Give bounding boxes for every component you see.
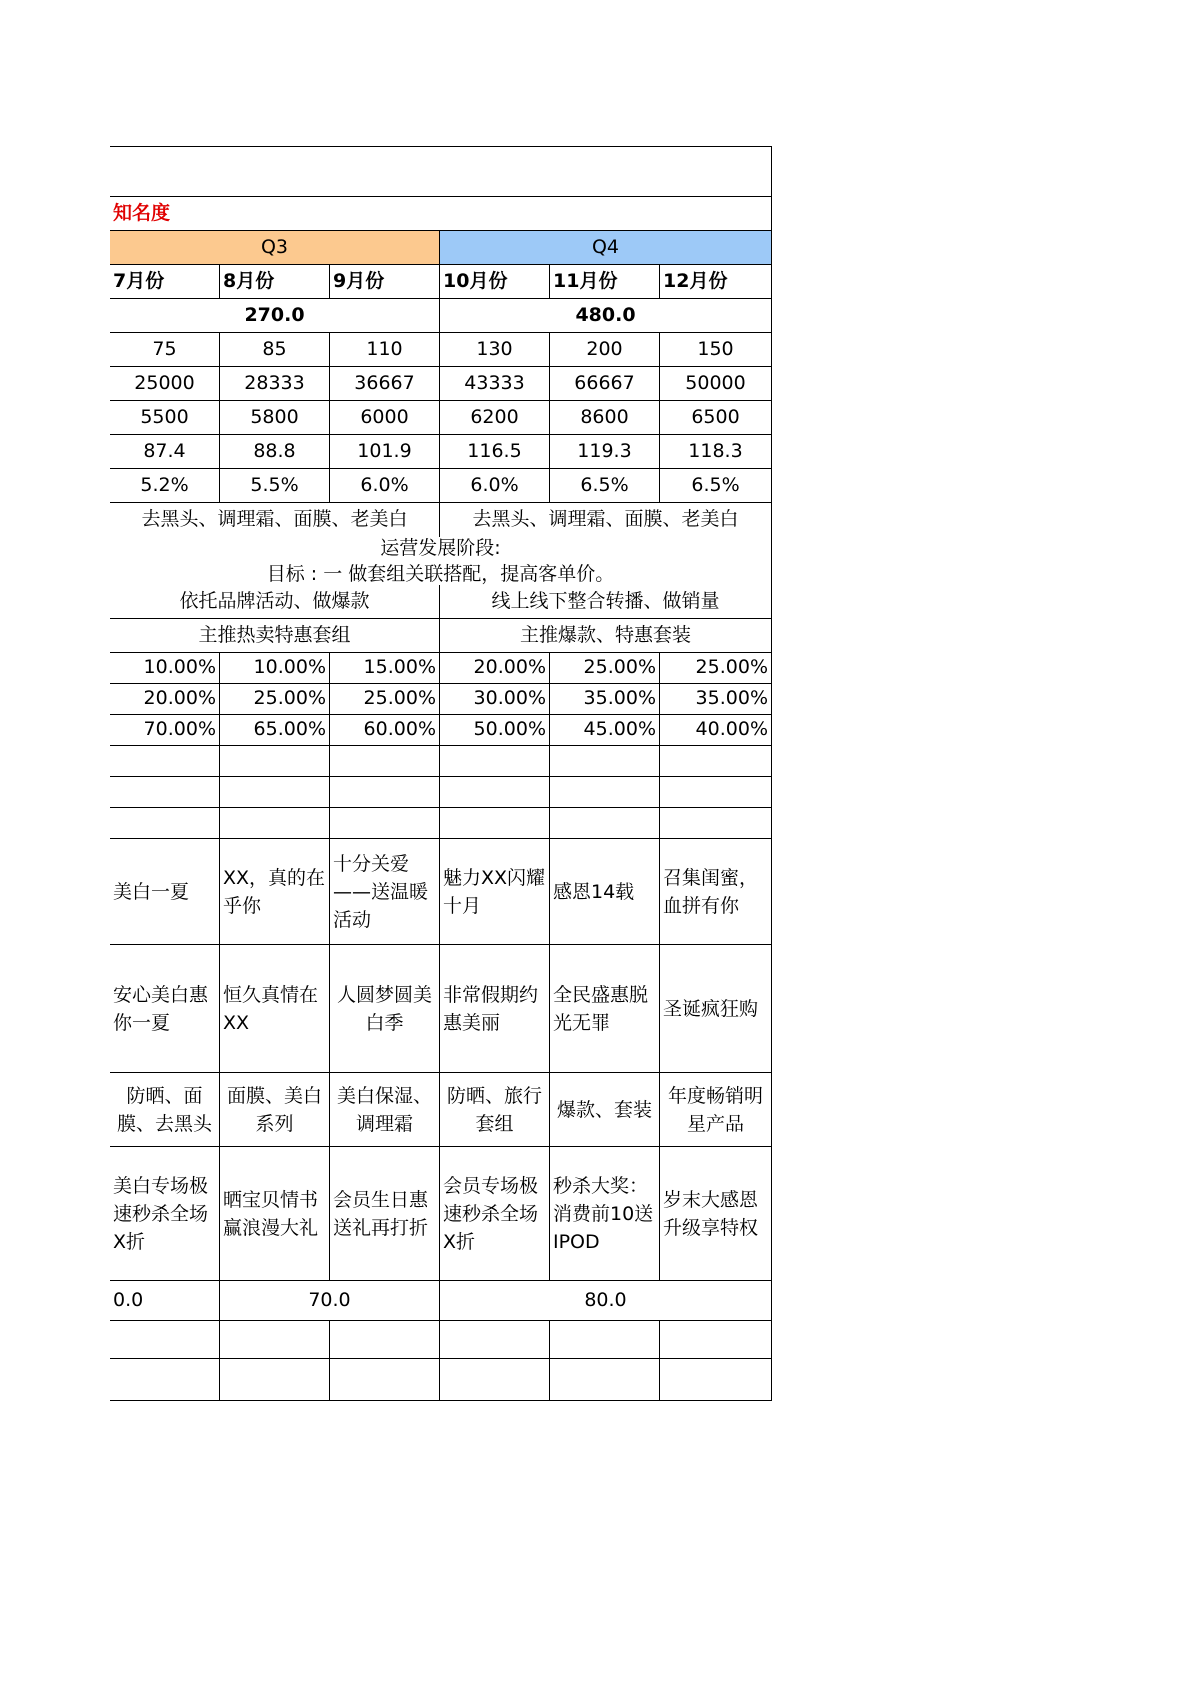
data-cell: 6.0% (330, 469, 440, 503)
percent-cell: 35.00% (550, 684, 660, 715)
event-cell: 晒宝贝情书赢浪漫大礼 (220, 1147, 330, 1281)
data-cell: 116.5 (440, 435, 550, 469)
empty-cell[interactable] (550, 777, 660, 808)
event-cell: 岁末大感恩升级享特权 (660, 1147, 772, 1281)
percent-cell: 40.00% (660, 715, 772, 746)
empty-cell[interactable] (660, 1359, 772, 1401)
data-cell: 6.0% (440, 469, 550, 503)
budget-cell-q3: 70.0 (220, 1281, 440, 1321)
percent-cell: 25.00% (660, 653, 772, 684)
percent-cell: 25.00% (220, 684, 330, 715)
data-cell: 130 (440, 333, 550, 367)
empty-cell[interactable] (440, 1359, 550, 1401)
focus-cell: 爆款、套装 (550, 1073, 660, 1147)
slogan-cell: 安心美白惠你一夏 (110, 945, 220, 1073)
q3-push: 主推热卖特惠套组 (110, 619, 440, 653)
empty-cell[interactable] (550, 1359, 660, 1401)
budget-row (110, 1281, 772, 1321)
empty-cell[interactable] (220, 746, 330, 777)
totals-row (110, 299, 772, 333)
empty-cell[interactable] (330, 746, 440, 777)
percent-cell: 60.00% (330, 715, 440, 746)
focus-cell: 美白保湿、调理霜 (330, 1073, 440, 1147)
q4-header: Q4 (440, 231, 772, 265)
percent-cell: 20.00% (440, 653, 550, 684)
q4-push: 主推爆款、特惠套装 (440, 619, 772, 653)
empty-cell[interactable] (440, 1321, 550, 1359)
event-cell: 会员生日惠送礼再打折 (330, 1147, 440, 1281)
quarter-header (110, 231, 772, 265)
empty-cell[interactable] (220, 808, 330, 839)
awareness-label: 知名度 (110, 197, 772, 231)
q3-products: 去黑头、调理霜、面膜、老美白 (110, 503, 440, 537)
q3-total: 270.0 (110, 299, 440, 333)
data-cell: 28333 (220, 367, 330, 401)
data-cell: 75 (110, 333, 220, 367)
q3-strategy: 依托品牌活动、做爆款 (110, 585, 440, 619)
data-cell: 6000 (330, 401, 440, 435)
percent-cell: 45.00% (550, 715, 660, 746)
theme-cell: 召集闺蜜，血拼有你 (660, 839, 772, 945)
percent-cell: 35.00% (660, 684, 772, 715)
data-cell: 150 (660, 333, 772, 367)
percent-row (110, 684, 772, 715)
empty-cell[interactable] (550, 808, 660, 839)
theme-row (110, 839, 772, 945)
data-cell: 25000 (110, 367, 220, 401)
empty-cell[interactable] (330, 1359, 440, 1401)
stage-cell (110, 537, 772, 585)
percent-cell: 20.00% (110, 684, 220, 715)
percent-cell: 15.00% (330, 653, 440, 684)
theme-cell: 魅力XX闪耀十月 (440, 839, 550, 945)
empty-cell[interactable] (550, 1321, 660, 1359)
q3-header: Q3 (110, 231, 440, 265)
budget-cell-q4: 80.0 (440, 1281, 772, 1321)
stage-line-2: 目标 : 一 做套组关联搭配，提高客单价。 (266, 563, 615, 585)
event-cell: 秒杀大奖：消费前10送IPOD (550, 1147, 660, 1281)
empty-cell[interactable] (220, 1321, 330, 1359)
data-cell: 6200 (440, 401, 550, 435)
percent-cell: 10.00% (110, 653, 220, 684)
slogan-cell: 圣诞疯狂购 (660, 945, 772, 1073)
month-header-cell: 7月份 (110, 265, 220, 299)
percent-cell: 50.00% (440, 715, 550, 746)
event-cell: 美白专场极速秒杀全场X折 (110, 1147, 220, 1281)
theme-cell: 十分关爱——送温暖活动 (330, 839, 440, 945)
data-row (110, 333, 772, 367)
data-cell: 5.5% (220, 469, 330, 503)
empty-cell[interactable] (440, 777, 550, 808)
theme-cell: XX，真的在乎你 (220, 839, 330, 945)
focus-cell: 防晒、旅行套组 (440, 1073, 550, 1147)
q4-strategy: 线上线下整合转播、做销量 (440, 585, 772, 619)
empty-cell[interactable] (660, 746, 772, 777)
empty-cell[interactable] (110, 777, 220, 808)
month-header-cell: 12月份 (660, 265, 772, 299)
budget-cell-first: 0.0 (110, 1281, 220, 1321)
empty-cell[interactable] (330, 808, 440, 839)
month-header-cell: 10月份 (440, 265, 550, 299)
theme-cell: 感恩14载 (550, 839, 660, 945)
percent-cell: 10.00% (220, 653, 330, 684)
data-cell: 200 (550, 333, 660, 367)
title-row (110, 146, 772, 197)
q4-products: 去黑头、调理霜、面膜、老美白 (440, 503, 772, 537)
empty-cell[interactable] (110, 746, 220, 777)
data-cell: 118.3 (660, 435, 772, 469)
focus-cell: 面膜、美白系列 (220, 1073, 330, 1147)
empty-cell[interactable] (330, 1321, 440, 1359)
empty-cell[interactable] (660, 808, 772, 839)
event-row (110, 1147, 772, 1281)
theme-cell: 美白一夏 (110, 839, 220, 945)
empty-cell[interactable] (220, 777, 330, 808)
month-header-cell: 8月份 (220, 265, 330, 299)
data-row (110, 469, 772, 503)
slogan-row (110, 945, 772, 1073)
data-cell: 85 (220, 333, 330, 367)
percent-row (110, 715, 772, 746)
percent-row (110, 653, 772, 684)
slogan-cell: 非常假期约惠美丽 (440, 945, 550, 1073)
data-cell: 87.4 (110, 435, 220, 469)
data-cell: 110 (330, 333, 440, 367)
stage-row (110, 537, 772, 585)
title-cell[interactable] (110, 147, 772, 197)
slogan-cell: 全民盛惠脱光无罪 (550, 945, 660, 1073)
focus-row (110, 1073, 772, 1147)
empty-cell[interactable] (330, 777, 440, 808)
data-cell: 101.9 (330, 435, 440, 469)
data-row (110, 435, 772, 469)
data-cell: 6500 (660, 401, 772, 435)
empty-cell[interactable] (550, 746, 660, 777)
empty-cell[interactable] (110, 1359, 220, 1401)
data-row (110, 401, 772, 435)
data-cell: 6.5% (660, 469, 772, 503)
empty-cell[interactable] (660, 1321, 772, 1359)
percent-cell: 25.00% (550, 653, 660, 684)
empty-cell[interactable] (110, 808, 220, 839)
data-cell: 5500 (110, 401, 220, 435)
data-cell: 50000 (660, 367, 772, 401)
empty-row (110, 777, 772, 808)
empty-cell[interactable] (110, 1321, 220, 1359)
data-cell: 66667 (550, 367, 660, 401)
data-cell: 5.2% (110, 469, 220, 503)
spreadsheet (110, 146, 772, 1401)
q4-total: 480.0 (440, 299, 772, 333)
empty-cell[interactable] (660, 777, 772, 808)
slogan-cell: 恒久真情在XX (220, 945, 330, 1073)
percent-cell: 30.00% (440, 684, 550, 715)
percent-cell: 70.00% (110, 715, 220, 746)
empty-row (110, 1359, 772, 1401)
data-cell: 36667 (330, 367, 440, 401)
data-cell: 5800 (220, 401, 330, 435)
slogan-cell: 人圆梦圆美白季 (330, 945, 440, 1073)
month-header (110, 265, 772, 299)
empty-cell[interactable] (220, 1359, 330, 1401)
data-cell: 119.3 (550, 435, 660, 469)
data-cell: 43333 (440, 367, 550, 401)
percent-cell: 25.00% (330, 684, 440, 715)
data-cell: 8600 (550, 401, 660, 435)
products-row (110, 503, 772, 537)
focus-cell: 年度畅销明星产品 (660, 1073, 772, 1147)
percent-cell: 65.00% (220, 715, 330, 746)
empty-row (110, 808, 772, 839)
month-header-cell: 11月份 (550, 265, 660, 299)
focus-cell: 防晒、面膜、去黑头 (110, 1073, 220, 1147)
push-row (110, 619, 772, 653)
empty-cell[interactable] (440, 808, 550, 839)
awareness-row (110, 197, 772, 231)
empty-row (110, 1321, 772, 1359)
data-cell: 6.5% (550, 469, 660, 503)
empty-cell[interactable] (440, 746, 550, 777)
empty-row (110, 746, 772, 777)
data-cell: 88.8 (220, 435, 330, 469)
strategy-row (110, 585, 772, 619)
event-cell: 会员专场极速秒杀全场X折 (440, 1147, 550, 1281)
stage-line-1: 运营发展阶段: (380, 537, 501, 559)
month-header-cell: 9月份 (330, 265, 440, 299)
data-row (110, 367, 772, 401)
